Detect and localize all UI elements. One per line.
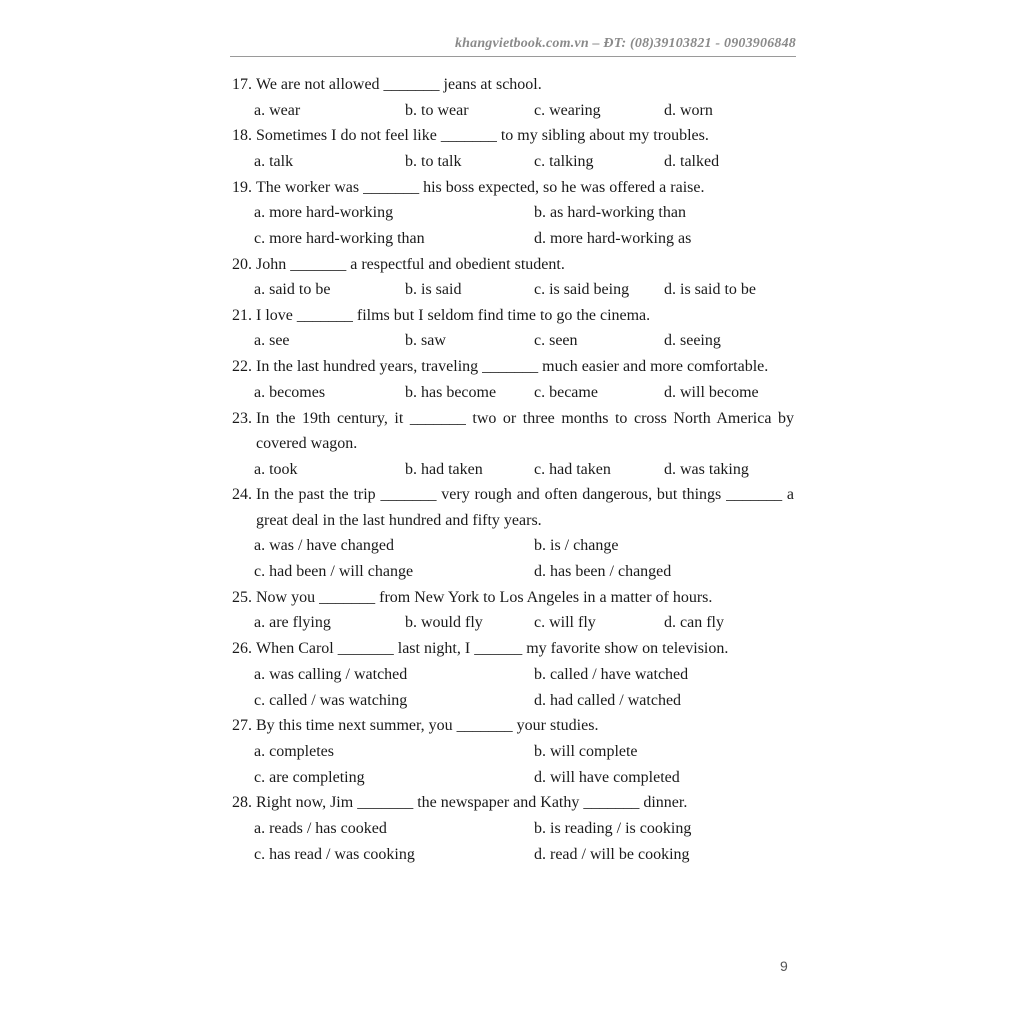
question-list bbox=[232, 72, 794, 868]
option-c: c. will fly bbox=[534, 614, 596, 632]
options-24-row1 bbox=[254, 533, 794, 559]
question-18 bbox=[232, 123, 794, 149]
option-c: c. had been / will change bbox=[254, 563, 414, 581]
option-a: a. more hard-working bbox=[254, 204, 394, 222]
question-number: 28. bbox=[232, 794, 252, 812]
question-27 bbox=[232, 713, 794, 739]
header-divider bbox=[230, 56, 796, 57]
options-21 bbox=[254, 328, 794, 354]
option-b: b. to wear bbox=[405, 101, 469, 119]
options-26-row2 bbox=[254, 688, 794, 714]
question-25 bbox=[232, 585, 794, 611]
question-22 bbox=[232, 354, 794, 380]
option-d: d. had called / watched bbox=[534, 691, 682, 709]
option-b: b. is said bbox=[405, 281, 462, 299]
options-19-row2 bbox=[254, 226, 794, 252]
options-19-row1 bbox=[254, 200, 794, 226]
question-number: 20. bbox=[232, 255, 252, 273]
option-a: a. was calling / watched bbox=[254, 665, 408, 683]
option-a: a. was / have changed bbox=[254, 537, 394, 555]
options-18 bbox=[254, 149, 794, 175]
option-a: a. are flying bbox=[254, 614, 331, 632]
option-a: a. becomes bbox=[254, 383, 326, 401]
option-d: d. was taking bbox=[664, 460, 749, 478]
options-25 bbox=[254, 610, 794, 636]
options-22 bbox=[254, 380, 794, 406]
option-a: a. completes bbox=[254, 742, 334, 760]
options-17 bbox=[254, 98, 794, 124]
option-c: c. are completing bbox=[254, 768, 365, 786]
option-c: c. is said being bbox=[534, 281, 630, 299]
option-d: d. is said to be bbox=[664, 281, 756, 299]
option-d: d. seeing bbox=[664, 332, 721, 350]
question-stem: By this time next summer, you _______ your studies. bbox=[256, 717, 599, 735]
options-27-row2 bbox=[254, 765, 794, 791]
option-a: a. talk bbox=[254, 152, 294, 170]
question-number: 23. bbox=[232, 409, 252, 427]
question-stem: In the past the trip _______ very rough and often dangerous, but things _______ a great deal in the last hundred and fifty years. bbox=[256, 486, 794, 529]
question-stem: Now you _______ from New York to Los Angeles in a matter of hours. bbox=[256, 588, 713, 606]
option-b: b. will complete bbox=[534, 742, 638, 760]
options-23 bbox=[254, 457, 794, 483]
question-number: 18. bbox=[232, 127, 252, 145]
question-number: 21. bbox=[232, 306, 252, 324]
option-c: c. called / was watching bbox=[254, 691, 408, 709]
options-28-row1 bbox=[254, 816, 794, 842]
option-d: d. worn bbox=[664, 101, 713, 119]
question-number: 19. bbox=[232, 178, 252, 196]
option-d: d. more hard-working as bbox=[534, 229, 692, 247]
question-number: 27. bbox=[232, 717, 252, 735]
option-a: a. said to be bbox=[254, 281, 331, 299]
option-b: b. has become bbox=[405, 383, 497, 401]
option-c: c. talking bbox=[534, 152, 594, 170]
option-b: b. is / change bbox=[534, 537, 619, 555]
question-number: 26. bbox=[232, 640, 252, 658]
question-17 bbox=[232, 72, 794, 98]
options-20 bbox=[254, 277, 794, 303]
question-number: 25. bbox=[232, 588, 252, 606]
question-stem: When Carol _______ last night, I ______ my favorite show on television. bbox=[256, 640, 729, 658]
option-a: a. see bbox=[254, 332, 290, 350]
question-stem: Right now, Jim _______ the newspaper and Kathy _______ dinner. bbox=[256, 794, 688, 812]
option-b: b. to talk bbox=[405, 152, 462, 170]
question-28 bbox=[232, 790, 794, 816]
option-b: b. is reading / is cooking bbox=[534, 819, 692, 837]
question-stem: The worker was _______ his boss expected, so he was offered a raise. bbox=[256, 178, 705, 196]
options-28-row2 bbox=[254, 842, 794, 868]
question-24 bbox=[232, 482, 794, 533]
question-stem: We are not allowed _______ jeans at school. bbox=[256, 76, 542, 93]
option-d: d. read / will be cooking bbox=[534, 845, 690, 863]
option-d: d. will have completed bbox=[534, 768, 680, 786]
option-a: a. reads / has cooked bbox=[254, 819, 387, 837]
question-21 bbox=[232, 303, 794, 329]
option-d: d. has been / changed bbox=[534, 563, 672, 581]
option-b: b. as hard-working than bbox=[534, 204, 686, 222]
option-d: d. talked bbox=[664, 152, 720, 170]
option-b: b. saw bbox=[405, 332, 446, 350]
option-b: b. would fly bbox=[405, 614, 483, 632]
options-27-row1 bbox=[254, 739, 794, 765]
page-header: khangvietbook.com.vn – ĐT: (08)39103821 - 0903906848 bbox=[454, 36, 796, 51]
option-d: d. will become bbox=[664, 383, 759, 401]
question-19 bbox=[232, 175, 794, 201]
question-stem: Sometimes I do not feel like _______ to my sibling about my troubles. bbox=[256, 127, 709, 145]
option-c: c. became bbox=[534, 383, 598, 401]
question-stem: In the 19th century, it _______ two or three months to cross North America by covered wagon. bbox=[256, 409, 794, 453]
option-b: b. had taken bbox=[405, 460, 483, 478]
option-a: a. took bbox=[254, 460, 298, 478]
option-c: c. wearing bbox=[534, 101, 601, 119]
question-stem: In the last hundred years, traveling _______ much easier and more comfortable. bbox=[256, 358, 769, 376]
option-c: c. more hard-working than bbox=[254, 229, 425, 247]
option-b: b. called / have watched bbox=[534, 665, 689, 683]
question-26 bbox=[232, 636, 794, 662]
options-24-row2 bbox=[254, 559, 794, 585]
option-c: c. had taken bbox=[534, 460, 611, 478]
question-number: 17. bbox=[232, 76, 252, 93]
question-20 bbox=[232, 252, 794, 278]
option-d: d. can fly bbox=[664, 614, 724, 632]
option-c: c. has read / was cooking bbox=[254, 845, 415, 863]
option-c: c. seen bbox=[534, 332, 578, 350]
page-number: 9 bbox=[780, 958, 788, 974]
question-23 bbox=[232, 406, 794, 457]
option-a: a. wear bbox=[254, 101, 301, 119]
options-26-row1 bbox=[254, 662, 794, 688]
question-stem: I love _______ films but I seldom find time to go the cinema. bbox=[256, 306, 651, 324]
question-stem: John _______ a respectful and obedient student. bbox=[256, 255, 565, 273]
question-number: 24. bbox=[232, 486, 252, 504]
question-number: 22. bbox=[232, 358, 252, 376]
